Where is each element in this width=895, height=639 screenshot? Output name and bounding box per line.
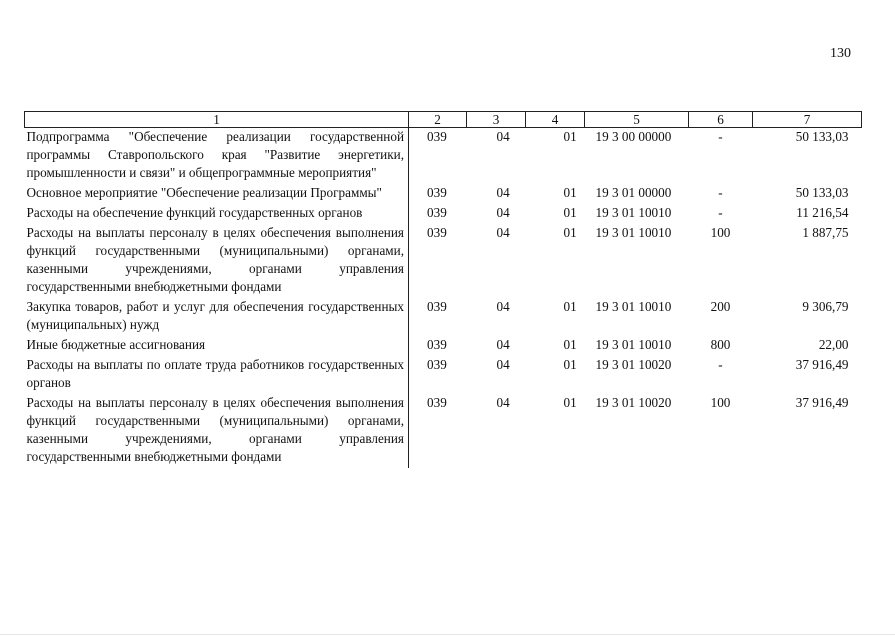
- row-c2-cell: 039: [427, 299, 447, 314]
- row-c2-cell: 039: [427, 357, 447, 372]
- row-name-cell: Основное мероприятие "Обеспечение реализации Программы": [25, 184, 409, 204]
- row-name-cell: Подпрограмма "Обеспечение реализации государственной программы Ставропольского края "Развитие энергетики, промышленности и связи" и общепрограммные мероприятия": [25, 128, 409, 185]
- row-c2-cell: 039: [427, 395, 447, 410]
- row-c5-cell: 19 3 00 00000: [595, 129, 672, 144]
- table-row: [25, 298, 862, 336]
- row-c7-cell: 37 916,49: [795, 357, 849, 372]
- row-c4-cell: 01: [563, 225, 577, 240]
- row-c7-cell: 1 887,75: [802, 225, 849, 240]
- row-c6-cell: 200: [710, 299, 731, 314]
- row-name-cell: Иные бюджетные ассигнования: [25, 336, 409, 356]
- table-row: [25, 128, 862, 185]
- row-c2-cell: 039: [427, 337, 447, 352]
- row-c4-cell: 01: [563, 299, 577, 314]
- row-name-cell: Расходы на выплаты персоналу в целях обеспечения выполнения функций государственными (муниципальными) органами, казенными учреждениями, органами управления государственными внебюджетными фондами: [25, 224, 409, 298]
- column-header-1: 1: [25, 112, 409, 128]
- row-c5-cell: 19 3 01 10010: [595, 205, 672, 220]
- row-c7-cell: 22,00: [818, 337, 849, 352]
- row-c3-cell: 04: [496, 357, 510, 372]
- row-name-cell: Расходы на обеспечение функций государственных органов: [25, 204, 409, 224]
- row-c3-cell: 04: [496, 205, 510, 220]
- row-c7-cell: 37 916,49: [795, 395, 849, 410]
- row-c3-cell: 04: [496, 337, 510, 352]
- row-c3-cell: 04: [496, 129, 510, 144]
- row-c4-cell: 01: [563, 129, 577, 144]
- row-c4-cell: 01: [563, 205, 577, 220]
- row-c6-cell: -: [718, 357, 723, 372]
- table-row: [25, 224, 862, 298]
- row-name-cell: Расходы на выплаты персоналу в целях обеспечения выполнения функций государственными (муниципальными) органами, казенными учреждениями, органами управления государственными внебюджетными фондами: [25, 394, 409, 468]
- row-c7-cell: 50 133,03: [795, 185, 849, 200]
- row-c4-cell: 01: [563, 395, 577, 410]
- row-c4-cell: 01: [563, 337, 577, 352]
- row-c6-cell: 100: [710, 225, 731, 240]
- row-c2-cell: 039: [427, 225, 447, 240]
- row-c4-cell: 01: [563, 357, 577, 372]
- table-row: [25, 336, 862, 356]
- table-row: [25, 204, 862, 224]
- row-c6-cell: -: [718, 129, 723, 144]
- column-header-3: 3: [467, 112, 526, 128]
- row-c3-cell: 04: [496, 225, 510, 240]
- table-row: [25, 184, 862, 204]
- row-c3-cell: 04: [496, 299, 510, 314]
- row-name-cell: Закупка товаров, работ и услуг для обеспечения государственных (муниципальных) нужд: [25, 298, 409, 336]
- column-header-2: 2: [409, 112, 467, 128]
- column-header-4: 4: [526, 112, 585, 128]
- row-c5-cell: 19 3 01 10010: [595, 225, 672, 240]
- row-name-cell: Расходы на выплаты по оплате труда работников государственных органов: [25, 356, 409, 394]
- row-c2-cell: 039: [427, 205, 447, 220]
- row-c7-cell: 50 133,03: [795, 129, 849, 144]
- row-c6-cell: -: [718, 205, 723, 220]
- budget-table: [24, 111, 862, 468]
- table-row: [25, 394, 862, 468]
- row-c5-cell: 19 3 01 10010: [595, 337, 672, 352]
- row-c3-cell: 04: [496, 185, 510, 200]
- row-c5-cell: 19 3 01 10020: [595, 395, 672, 410]
- row-c2-cell: 039: [427, 185, 447, 200]
- scan-edge-divider: [0, 634, 895, 635]
- column-header-5: 5: [585, 112, 689, 128]
- row-c5-cell: 19 3 01 00000: [595, 185, 672, 200]
- column-header-6: 6: [689, 112, 753, 128]
- row-c3-cell: 04: [496, 395, 510, 410]
- row-c5-cell: 19 3 01 10010: [595, 299, 672, 314]
- row-c6-cell: -: [718, 185, 723, 200]
- page-number: 130: [830, 46, 851, 61]
- row-c7-cell: 9 306,79: [802, 299, 849, 314]
- row-c6-cell: 800: [710, 337, 731, 352]
- row-c4-cell: 01: [563, 185, 577, 200]
- table-row: [25, 356, 862, 394]
- row-c6-cell: 100: [710, 395, 731, 410]
- column-header-7: 7: [753, 112, 862, 128]
- row-c2-cell: 039: [427, 129, 447, 144]
- row-c5-cell: 19 3 01 10020: [595, 357, 672, 372]
- row-c7-cell: 11 216,54: [796, 205, 849, 220]
- header-row: [25, 112, 862, 128]
